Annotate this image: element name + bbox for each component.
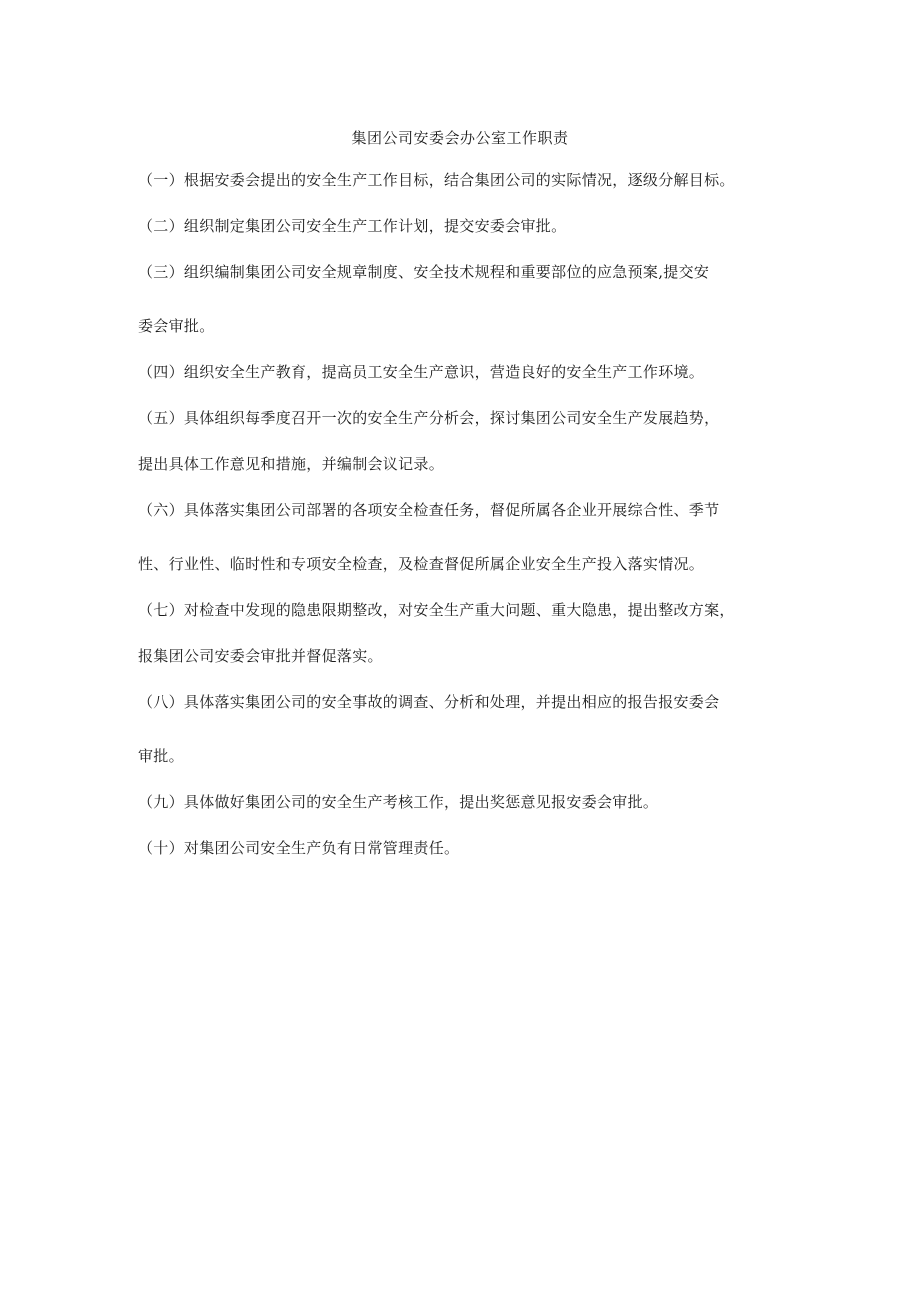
paragraph-line: （十）对集团公司安全生产负有日常管理责任。 xyxy=(138,839,460,857)
document-title: 集团公司安委会办公室工作职责 xyxy=(351,129,569,147)
paragraph-line: 报集团公司安委会审批并督促落实。 xyxy=(138,647,383,665)
paragraph-line: （四）组织安全生产教育，提高员工安全生产意识，营造良好的安全生产工作环境。 xyxy=(138,363,705,381)
paragraph-line: 提出具体工作意见和措施，并编制会议记录。 xyxy=(138,455,445,473)
paragraph-line: （八）具体落实集团公司的安全事故的调查、分析和处理，并提出相应的报告报安委会 xyxy=(138,693,720,711)
paragraph-line: 性、行业性、临时性和专项安全检查，及检查督促所属企业安全生产投入落实情况。 xyxy=(138,555,705,573)
paragraph-4 xyxy=(138,360,798,384)
paragraph-8 xyxy=(138,690,798,768)
paragraph-line: （七）对检查中发现的隐患限期整改，对安全生产重大问题、重大隐患，提出整改方案， xyxy=(138,601,735,619)
paragraph-line: （五）具体组织每季度召开一次的安全生产分析会，探讨集团公司安全生产发展趋势， xyxy=(138,409,720,427)
paragraph-10 xyxy=(138,836,798,860)
paragraph-3 xyxy=(138,260,798,338)
paragraph-line: （九）具体做好集团公司的安全生产考核工作，提出奖惩意见报安委会审批。 xyxy=(138,793,659,811)
paragraph-1 xyxy=(138,168,798,192)
paragraph-5 xyxy=(138,406,798,476)
paragraph-7 xyxy=(138,598,798,668)
paragraph-line: 审批。 xyxy=(138,747,184,765)
paragraph-line: （三）组织编制集团公司安全规章制度、安全技术规程和重要部位的应急预案,提交安 xyxy=(138,263,710,281)
paragraph-line: 委会审批。 xyxy=(138,317,215,335)
paragraph-9 xyxy=(138,790,798,814)
paragraph-6 xyxy=(138,498,798,576)
paragraph-line: （二）组织制定集团公司安全生产工作计划，提交安委会审批。 xyxy=(138,217,567,235)
paragraph-2 xyxy=(138,214,798,238)
paragraph-line: （六）具体落实集团公司部署的各项安全检查任务，督促所属各企业开展综合性、季节 xyxy=(138,501,720,519)
paragraph-line: （一）根据安委会提出的安全生产工作目标，结合集团公司的实际情况，逐级分解目标。 xyxy=(138,171,735,189)
document-body xyxy=(138,168,798,860)
